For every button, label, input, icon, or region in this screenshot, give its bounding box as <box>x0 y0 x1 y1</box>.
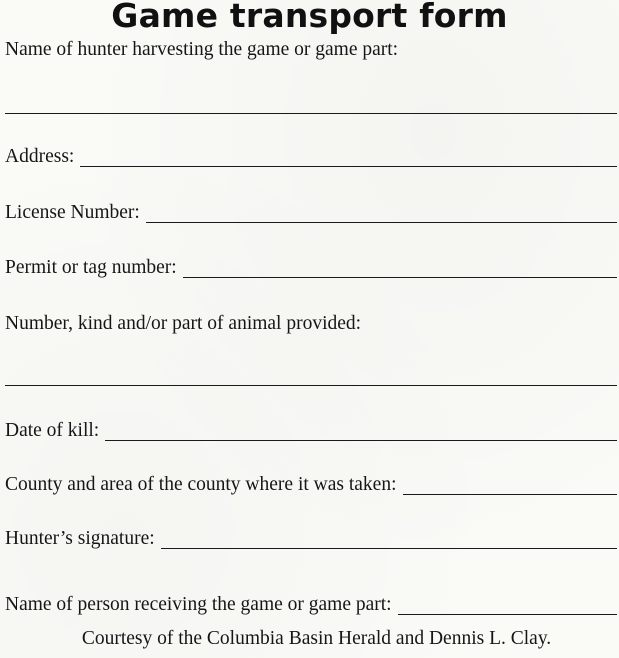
license-label: License Number: <box>5 202 140 223</box>
permit-field[interactable] <box>183 276 617 278</box>
animal-label: Number, kind and/or part of animal provided: <box>5 313 362 334</box>
county-row <box>5 473 617 497</box>
signature-field[interactable] <box>161 547 617 549</box>
receiver-row <box>5 593 617 617</box>
permit-row <box>5 256 617 280</box>
address-row <box>5 145 617 169</box>
date-field[interactable] <box>105 439 617 441</box>
license-row <box>5 201 617 225</box>
county-label: County and area of the county where it was taken: <box>5 474 397 495</box>
hunter-name-row <box>5 38 617 62</box>
animal-row <box>5 312 617 336</box>
county-field[interactable] <box>403 493 618 495</box>
hunter-name-label: Name of hunter harvesting the game or game part: <box>5 39 399 60</box>
form-title: Game transport form <box>111 0 508 35</box>
address-label: Address: <box>5 146 75 167</box>
license-field[interactable] <box>146 221 617 223</box>
signature-label: Hunter’s signature: <box>5 528 155 549</box>
animal-field[interactable] <box>5 385 617 386</box>
date-row <box>5 419 617 443</box>
permit-label: Permit or tag number: <box>5 257 177 278</box>
courtesy-credit: Courtesy of the Columbia Basin Herald and Dennis L. Clay. <box>81 628 552 649</box>
receiver-label: Name of person receiving the game or game part: <box>5 594 392 615</box>
receiver-field[interactable] <box>398 613 617 615</box>
date-label: Date of kill: <box>5 420 100 441</box>
hunter-name-field[interactable] <box>5 113 617 114</box>
address-field[interactable] <box>80 165 617 167</box>
signature-row <box>5 527 617 551</box>
